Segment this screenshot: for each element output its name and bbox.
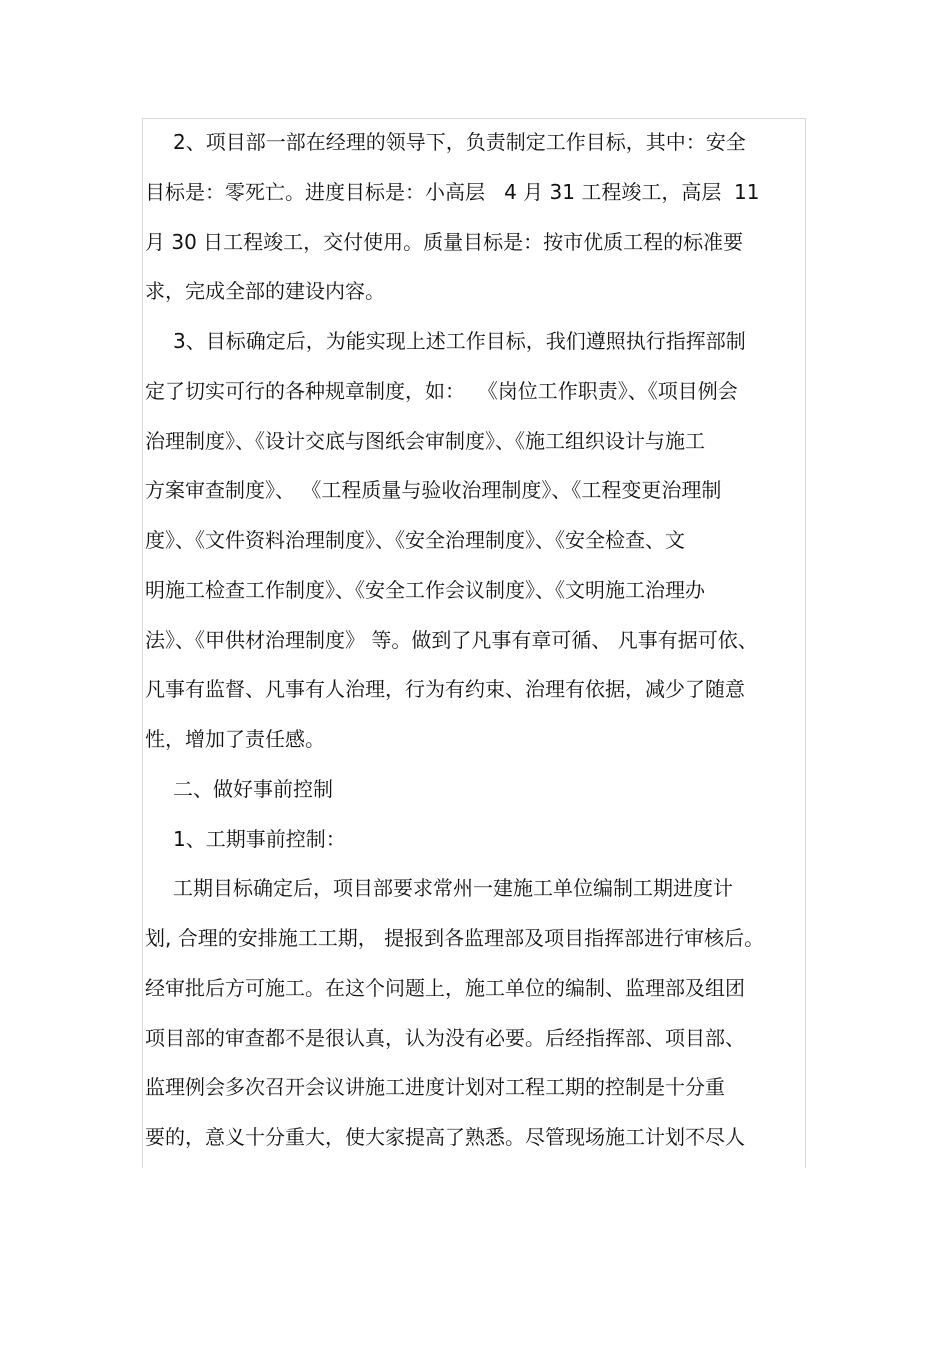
paragraph-line: 要的，意义十分重大，使大家提高了熟悉。尽管现场施工计划不尽人 bbox=[145, 1125, 745, 1149]
paragraph-line: 目标是：零死亡。进度目标是：小高层 4 月 31 工程竣工，高层 11 bbox=[145, 179, 760, 204]
paragraph-line: 划, 合理的安排施工工期， 提报到各监理部及项目指挥部进行审核后。 bbox=[145, 926, 765, 950]
paragraph-line: 监理例会多次召开会议讲施工进度计划对工程工期的控制是十分重 bbox=[145, 1075, 725, 1100]
paragraph-line: 经审批后方可施工。在这个问题上，施工单位的编制、监理部及组团 bbox=[145, 975, 745, 1000]
paragraph-line: 工期目标确定后，项目部要求常州一建施工单位编制工期进度计 bbox=[173, 876, 733, 901]
paragraph-line: 明施工检查工作制度》、《安全工作会议制度》、《文明施工治理办 bbox=[145, 577, 705, 602]
paragraph-line: 月 30 日工程竣工，交付使用。质量目标是：按市优质工程的标准要 bbox=[145, 229, 744, 254]
paragraph-line: 2、项目部一部在经理的领导下，负责制定工作目标，其中：安全 bbox=[173, 130, 746, 154]
paragraph-line: 治理制度》、《设计交底与图纸会审制度》、《施工组织设计与施工 bbox=[145, 428, 705, 453]
section-heading: 二、做好事前控制 bbox=[173, 776, 333, 801]
paragraph-line: 性，增加了责任感。 bbox=[145, 727, 325, 751]
paragraph-line: 求，完成全部的建设内容。 bbox=[145, 279, 385, 304]
paragraph-line: 定了切实可行的各种规章制度，如： 《岗位工作职责》、《项目例会 bbox=[145, 378, 738, 403]
paragraph-line: 项目部的审查都不是很认真，认为没有必要。后经指挥部、项目部、 bbox=[145, 1025, 745, 1050]
paragraph-line: 法》、《甲供材治理制度》 等。做到了凡事有章可循、 凡事有据可依、 bbox=[145, 627, 758, 652]
document-body bbox=[145, 118, 803, 1163]
paragraph-line: 方案审查制度》、 《工程质量与验收治理制度》、《工程变更治理制 bbox=[145, 478, 722, 503]
paragraph-line: 凡事有监督、凡事有人治理，行为有约束、治理有依据，减少了随意 bbox=[145, 677, 745, 702]
paragraph-line: 度》、《文件资料治理制度》、《安全治理制度》、《安全检查、文 bbox=[145, 528, 685, 552]
subsection-heading: 1、工期事前控制： bbox=[173, 826, 346, 851]
paragraph-line: 3、目标确定后，为能实现上述工作目标，我们遵照执行指挥部制 bbox=[173, 329, 746, 353]
